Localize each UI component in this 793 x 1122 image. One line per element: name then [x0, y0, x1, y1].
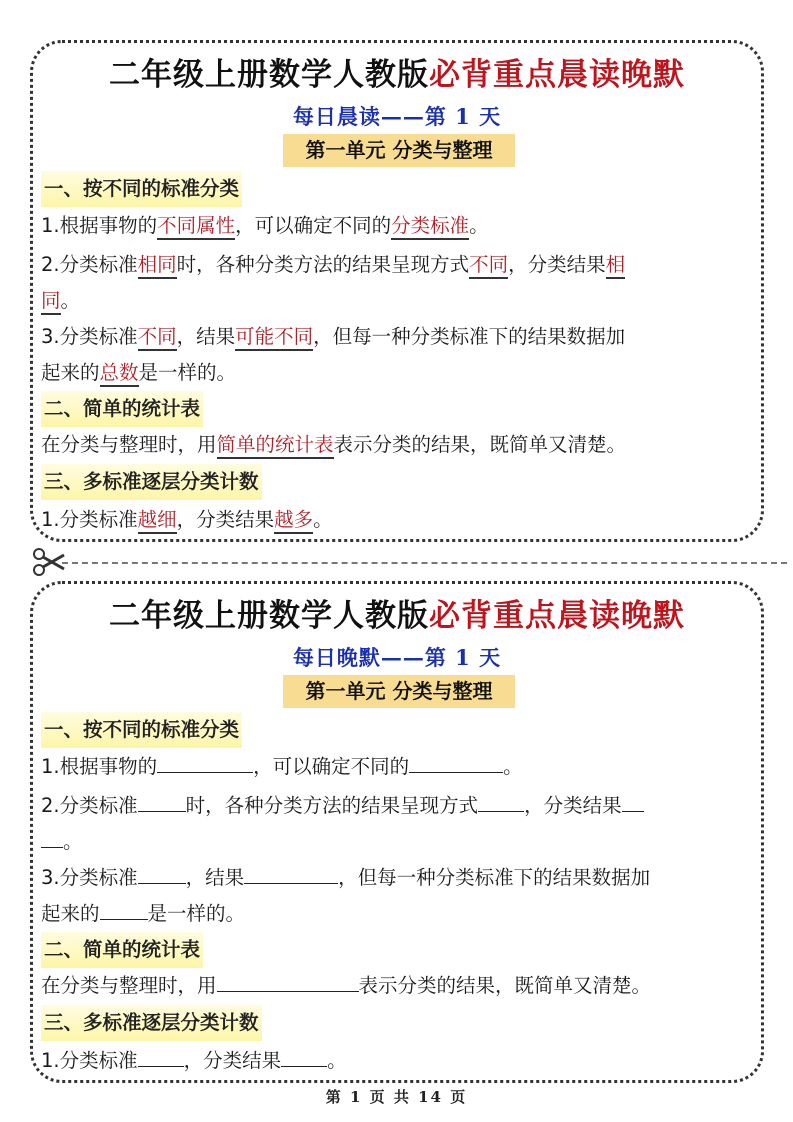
- text: 1.分类标准: [41, 508, 138, 531]
- answer-blank[interactable]: [244, 861, 338, 884]
- heading-text: 二、简单的统计表: [41, 391, 203, 427]
- point-4: [41, 427, 755, 463]
- point-5: [41, 502, 755, 538]
- text: ，分类结果: [176, 508, 275, 531]
- text: 起来的: [41, 361, 100, 384]
- answer: 不同: [469, 253, 508, 279]
- point-1: [41, 749, 755, 785]
- point-5: [41, 1043, 755, 1079]
- text: 在分类与整理时，用: [41, 974, 217, 997]
- page-title: [33, 590, 761, 635]
- text: ，可以确定不同的: [235, 214, 392, 237]
- answer-blank[interactable]: [138, 861, 186, 884]
- text: 在分类与整理时，用: [41, 433, 217, 456]
- text: 2.分类标准: [41, 253, 138, 276]
- morning-subtitle: 每日晨读——第 1 天: [292, 104, 502, 129]
- title-black-part: 二年级上册数学人教版: [109, 57, 429, 93]
- text: 时，各种分类方法的结果呈现方式: [176, 253, 470, 276]
- answer-blank[interactable]: [409, 750, 503, 773]
- point-3-cont: [41, 896, 755, 932]
- answer-blank[interactable]: [217, 969, 359, 992]
- point-2-cont: [41, 283, 755, 319]
- title-black-part: 二年级上册数学人教版: [109, 598, 429, 634]
- answer: 同: [41, 289, 61, 315]
- answer: 不同属性: [157, 214, 235, 240]
- answer-blank[interactable]: [100, 897, 148, 920]
- text: 1.分类标准: [41, 1049, 138, 1072]
- unit-label: 第一单元 分类与整理: [283, 134, 515, 167]
- answer-blank[interactable]: [138, 789, 186, 812]
- answer: 越多: [274, 508, 313, 534]
- text: ，结果: [176, 325, 236, 348]
- text: 。: [60, 289, 81, 312]
- text: 表示分类的结果，既简单又清楚。: [333, 433, 627, 456]
- point-2: [41, 247, 755, 283]
- answer-blank[interactable]: [281, 1044, 327, 1067]
- heading-text: 一、按不同的标准分类: [41, 712, 242, 748]
- page-number: 第 1 页 共 14 页: [325, 1088, 468, 1106]
- section-heading-2: [41, 932, 755, 968]
- unit-label: 第一单元 分类与整理: [283, 675, 515, 708]
- answer-blank[interactable]: [157, 750, 253, 773]
- point-3: [41, 319, 755, 355]
- text: 2.分类标准: [41, 794, 138, 817]
- title-red-part: 必背重点晨读晚默: [429, 598, 685, 634]
- answer-blank[interactable]: [41, 825, 63, 848]
- answer: 相: [606, 253, 626, 279]
- text: 3.分类标准: [41, 866, 138, 889]
- text: 。: [313, 508, 333, 531]
- text: 表示分类的结果，既简单又清楚。: [358, 974, 652, 997]
- text: ，但每一种分类标准下的结果数据加: [338, 866, 651, 889]
- section-heading-2: [41, 391, 755, 427]
- text: 3.分类标准: [41, 325, 138, 348]
- section-heading-1: [41, 171, 755, 207]
- text: 。: [63, 830, 83, 853]
- text: 。: [327, 1049, 347, 1072]
- text: ，分类结果: [524, 794, 622, 817]
- text: ，结果: [185, 866, 245, 889]
- text: 时，各种分类方法的结果呈现方式: [185, 794, 479, 817]
- section-heading-3: [41, 1005, 755, 1041]
- heading-text: 三、多标准逐层分类计数: [41, 1005, 262, 1041]
- scissors-icon: [32, 547, 66, 577]
- answer-blank[interactable]: [622, 789, 644, 812]
- page-title: [33, 49, 761, 94]
- text: 1.根据事物的: [41, 214, 158, 237]
- answer: 相同: [138, 253, 177, 279]
- title-red-part: 必背重点晨读晚默: [429, 57, 685, 93]
- text: 。: [503, 755, 523, 778]
- answer: 简单的统计表: [217, 433, 334, 459]
- point-4: [41, 968, 755, 1004]
- cut-line: [62, 562, 787, 564]
- text: ，分类结果: [508, 253, 606, 276]
- answer: 不同: [138, 325, 177, 351]
- section-heading-3: [41, 464, 755, 500]
- point-1: [41, 208, 755, 244]
- heading-text: 一、按不同的标准分类: [41, 171, 242, 207]
- point-2-cont: [41, 824, 755, 860]
- answer-blank[interactable]: [138, 1044, 184, 1067]
- answer-blank[interactable]: [478, 789, 524, 812]
- evening-recall-card: [30, 581, 764, 1083]
- heading-text: 二、简单的统计表: [41, 932, 203, 968]
- section-heading-1: [41, 712, 755, 748]
- morning-reading-card: [30, 40, 764, 542]
- answer: 可能不同: [235, 325, 313, 351]
- answer: 越细: [138, 508, 177, 534]
- answer: 分类标准: [391, 214, 469, 240]
- point-3-cont: [41, 355, 755, 391]
- text: 。: [469, 214, 489, 237]
- evening-subtitle: 每日晚默——第 1 天: [292, 645, 502, 670]
- answer: 总数: [100, 361, 139, 387]
- text: 起来的: [41, 902, 100, 925]
- text: 1.根据事物的: [41, 755, 158, 778]
- text: ，但每一种分类标准下的结果数据加: [313, 325, 626, 348]
- point-3: [41, 860, 755, 896]
- text: ，可以确定不同的: [253, 755, 410, 778]
- text: ，分类结果: [183, 1049, 282, 1072]
- text: 是一样的。: [138, 361, 237, 384]
- text: 是一样的。: [147, 902, 246, 925]
- heading-text: 三、多标准逐层分类计数: [41, 464, 262, 500]
- point-2: [41, 788, 755, 824]
